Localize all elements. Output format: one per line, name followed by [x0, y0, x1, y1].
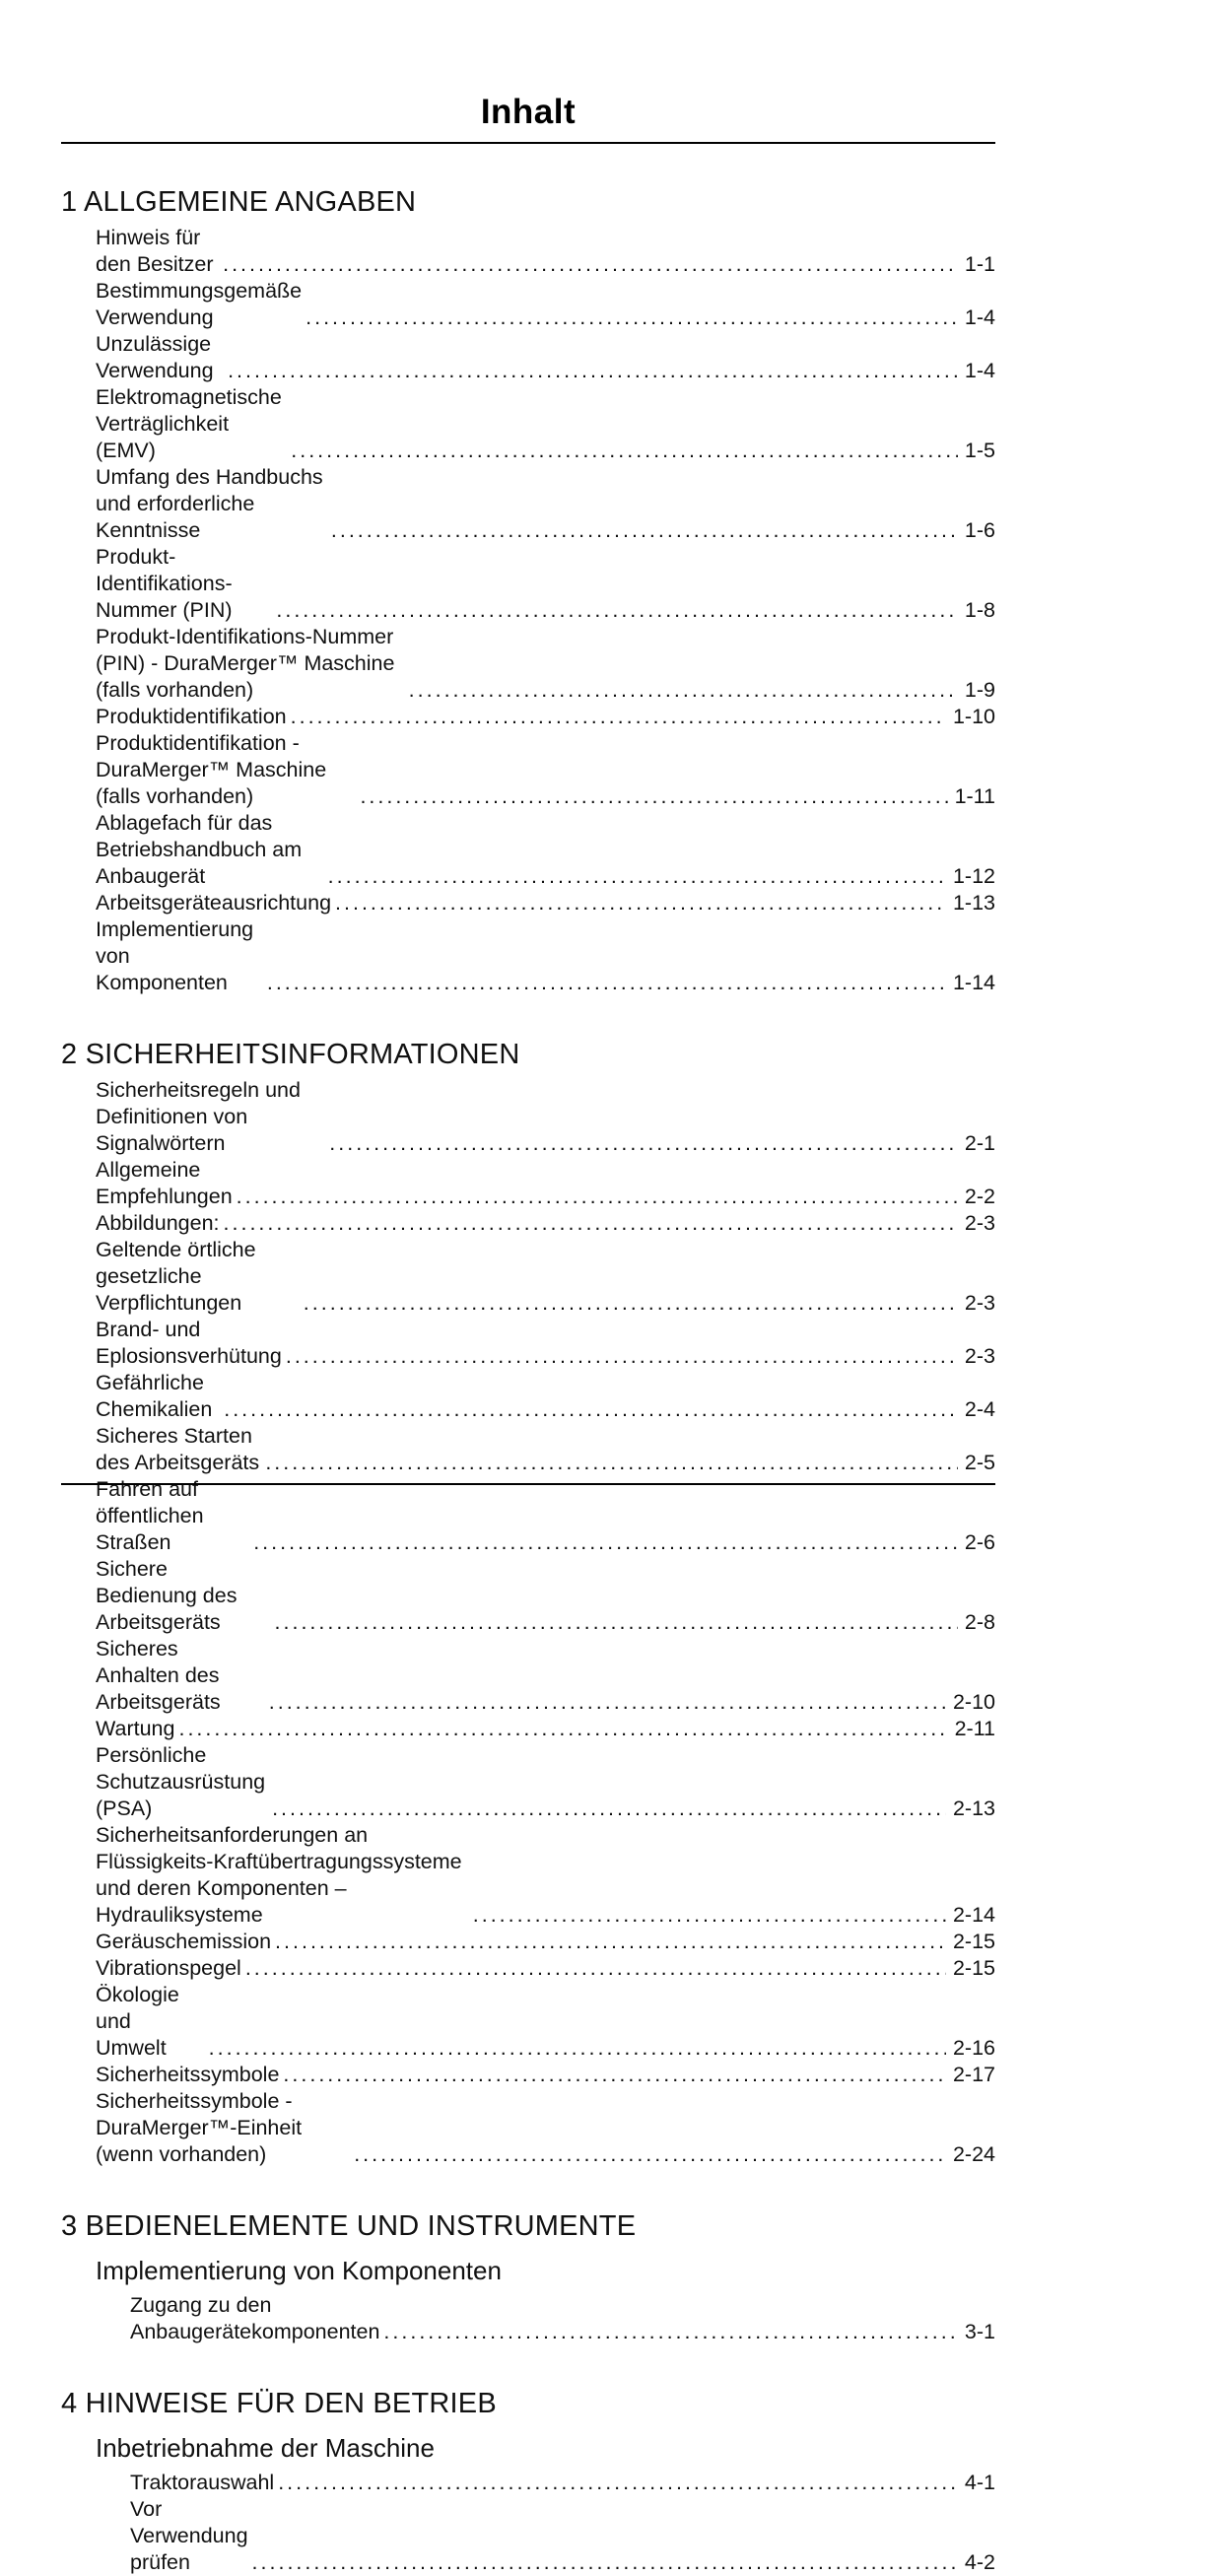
entry-text: Wartung — [96, 1717, 175, 1740]
entry-page: 4-2 — [964, 2550, 995, 2574]
toc-entry — [96, 278, 995, 331]
dot-leader — [223, 251, 958, 278]
entry-text: Sicherheitsanforderungen an Flüssigkeits-Kraftübertragungssysteme und deren Komponenten – Hydrauliksysteme — [96, 1823, 462, 1927]
dot-leader — [178, 1716, 947, 1742]
toc-entry — [96, 1822, 995, 1929]
entry-text: Bestimmungsgemäße Verwendung — [96, 279, 303, 329]
dot-leader — [409, 677, 958, 704]
entry-text: Sicherheitssymbole - DuraMerger™-Einheit (wenn vorhanden) — [96, 2089, 303, 2166]
dot-leader — [209, 2035, 946, 2062]
dot-leader — [329, 1130, 958, 1157]
dot-leader — [275, 1609, 958, 1636]
toc-entry — [96, 810, 995, 890]
entry-text: Brand- und Eplosionsverhütung — [96, 1318, 282, 1368]
dot-leader — [278, 2470, 958, 2496]
entry-page: 2-2 — [964, 1185, 995, 1208]
section-heading: 2 SICHERHEITSINFORMATIONEN — [61, 1039, 520, 1070]
dot-leader — [237, 1184, 958, 1210]
entry-text: Abbildungen: — [96, 1211, 220, 1235]
toc-entry — [96, 1955, 995, 1982]
entry-page: 1-12 — [952, 864, 995, 888]
toc-entry — [96, 384, 995, 464]
toc-entry — [96, 1556, 995, 1636]
dot-leader — [269, 1689, 946, 1716]
dot-leader — [245, 1955, 946, 1982]
entry-page: 2-3 — [964, 1344, 995, 1368]
dot-leader — [283, 2062, 946, 2088]
entry-page: 2-15 — [952, 1956, 995, 1980]
dot-leader — [473, 1902, 946, 1929]
entry-text: Produkt-Identifikations-Nummer (PIN) - DuraMerger™ Maschine (falls vorhanden) — [96, 625, 395, 702]
entry-page: 1-4 — [964, 359, 995, 382]
entry-text: Hinweis für den Besitzer — [96, 226, 214, 276]
toc-entry — [96, 2088, 995, 2168]
entry-page: 1-5 — [964, 439, 995, 462]
entry-text: Produkt-Identifikations-Nummer (PIN) — [96, 545, 233, 622]
entry-page: 2-6 — [964, 1530, 995, 1554]
entry-text: Traktorauswahl — [130, 2471, 275, 2494]
entry-text: Zugang zu den Anbaugerätekomponenten — [130, 2293, 380, 2343]
entry-page: 2-4 — [964, 1397, 995, 1421]
dot-leader — [291, 438, 958, 464]
entry-text: Geräuschemission — [96, 1930, 272, 1953]
toc-entry — [96, 1210, 995, 1237]
toc-entry — [96, 1742, 995, 1822]
entry-page: 1-10 — [952, 705, 995, 728]
entry-text: Geltende örtliche gesetzliche Verpflichtungen — [96, 1238, 256, 1315]
entry-text: Unzulässige Verwendung — [96, 332, 214, 382]
dot-leader — [383, 2319, 958, 2345]
toc-entry — [96, 1237, 995, 1317]
entry-text: Produktidentifikation — [96, 705, 287, 728]
entry-text: Fahren auf öffentlichen Straßen — [96, 1477, 204, 1554]
entry-list — [130, 2292, 995, 2345]
dot-leader — [253, 1529, 958, 1556]
toc-entry — [130, 2470, 995, 2496]
entry-text: Sichere Bedienung des Arbeitsgeräts — [96, 1557, 238, 1634]
toc-entry — [96, 544, 995, 624]
entry-page: 1-13 — [952, 891, 995, 915]
dot-leader — [304, 1290, 958, 1317]
entry-text: Sicheres Anhalten des Arbeitsgeräts — [96, 1637, 221, 1714]
section-heading: 1 ALLGEMEINE ANGABEN — [61, 186, 417, 218]
toc-entry — [96, 1716, 995, 1742]
toc-entry — [96, 1982, 995, 2062]
section-heading: 4 HINWEISE FÜR DEN BETRIEB — [61, 2388, 497, 2419]
dot-leader — [224, 1210, 958, 1237]
entry-page: 2-24 — [952, 2142, 995, 2166]
entry-page: 1-6 — [964, 518, 995, 542]
dot-leader — [286, 1343, 958, 1370]
dot-leader — [335, 890, 946, 916]
subsection-heading: Inbetriebnahme der Maschine — [96, 2433, 435, 2463]
dot-leader — [276, 597, 958, 624]
entry-text: Umfang des Handbuchs und erforderliche Kenntnisse — [96, 465, 323, 542]
entry-text: Persönliche Schutzausrüstung (PSA) — [96, 1743, 266, 1820]
entry-page: 2-5 — [964, 1451, 995, 1474]
entry-page: 1-14 — [952, 971, 995, 994]
toc-section — [61, 185, 995, 996]
toc-entry — [96, 1423, 995, 1476]
toc-section — [61, 2209, 995, 2345]
toc-sections — [61, 185, 995, 2576]
toc-entry — [130, 2496, 995, 2576]
toc-entry — [96, 916, 995, 996]
dot-leader — [228, 358, 958, 384]
dot-leader — [306, 305, 958, 331]
toc-entry — [96, 1157, 995, 1210]
bottom-divider — [61, 1483, 995, 1485]
page-title: Inhalt — [480, 93, 577, 131]
entry-text: Vor Verwendung prüfen — [130, 2497, 248, 2574]
entry-page: 2-17 — [952, 2063, 995, 2086]
toc-entry — [96, 1929, 995, 1955]
entry-page: 1-11 — [954, 784, 995, 808]
entry-page: 2-1 — [964, 1131, 995, 1155]
entry-text: Produktidentifikation - DuraMerger™ Maschine (falls vorhanden) — [96, 731, 327, 808]
entry-list — [96, 1077, 995, 2168]
toc-entry — [96, 2062, 995, 2088]
dot-leader — [272, 1796, 946, 1822]
toc-entry — [96, 464, 995, 544]
dot-leader — [224, 1396, 958, 1423]
toc-entry — [96, 1636, 995, 1716]
entry-text: Allgemeine Empfehlungen — [96, 1158, 233, 1208]
toc-entry — [96, 331, 995, 384]
toc-section — [61, 1038, 995, 2168]
entry-page: 2-14 — [952, 1903, 995, 1927]
entry-page: 3-1 — [964, 2320, 995, 2343]
entry-text: Sicherheitssymbole — [96, 2063, 280, 2086]
toc-page — [61, 0, 995, 2574]
dot-leader — [354, 2141, 946, 2168]
entry-text: Elektromagnetische Verträglichkeit (EMV) — [96, 385, 282, 462]
entry-page: 1-9 — [964, 678, 995, 702]
entry-text: Sicherheitsregeln und Definitionen von Signalwörtern — [96, 1078, 301, 1155]
entry-page: 2-3 — [964, 1291, 995, 1315]
toc-entry — [96, 624, 995, 704]
section-heading: 3 BEDIENELEMENTE UND INSTRUMENTE — [61, 2210, 637, 2242]
toc-entry — [96, 890, 995, 916]
entry-page: 2-16 — [952, 2036, 995, 2060]
entry-page: 1-4 — [964, 305, 995, 329]
entry-text: Ablagefach für das Betriebshandbuch am Anbaugerät — [96, 811, 303, 888]
entry-page: 2-10 — [952, 1690, 995, 1714]
entry-page: 2-3 — [964, 1211, 995, 1235]
toc-entry — [96, 1077, 995, 1157]
dot-leader — [331, 517, 958, 544]
entry-page: 2-15 — [952, 1930, 995, 1953]
dot-leader — [328, 863, 946, 890]
entry-text: Arbeitsgeräteausrichtung — [96, 891, 332, 915]
entry-text: Gefährliche Chemikalien — [96, 1371, 213, 1421]
dot-leader — [267, 970, 946, 996]
entry-page: 4-1 — [964, 2471, 995, 2494]
subsection-heading: Implementierung von Komponenten — [96, 2256, 502, 2285]
entry-text: Sicheres Starten des Arbeitsgeräts — [96, 1424, 260, 1474]
dot-leader — [265, 1450, 958, 1476]
toc-entry — [96, 1476, 995, 1556]
toc-entry — [96, 730, 995, 810]
toc-entry — [96, 1317, 995, 1370]
entry-list — [96, 225, 995, 996]
dot-leader — [291, 704, 946, 730]
toc-entry — [96, 1370, 995, 1423]
dot-leader — [360, 783, 947, 810]
toc-entry — [96, 225, 995, 278]
dot-leader — [275, 1929, 946, 1955]
entry-page: 2-13 — [952, 1796, 995, 1820]
entry-page: 2-8 — [964, 1610, 995, 1634]
toc-entry — [96, 704, 995, 730]
dot-leader — [252, 2549, 958, 2576]
entry-text: Vibrationspegel — [96, 1956, 241, 1980]
title-divider — [61, 142, 995, 144]
entry-page: 2-11 — [954, 1717, 995, 1740]
entry-text: Implementierung von Komponenten — [96, 917, 254, 994]
entry-page: 1-1 — [964, 252, 995, 276]
entry-list — [130, 2470, 995, 2576]
toc-section — [61, 2387, 995, 2576]
entry-page: 1-8 — [964, 598, 995, 622]
entry-text: Ökologie und Umwelt — [96, 1983, 179, 2060]
toc-entry — [130, 2292, 995, 2345]
